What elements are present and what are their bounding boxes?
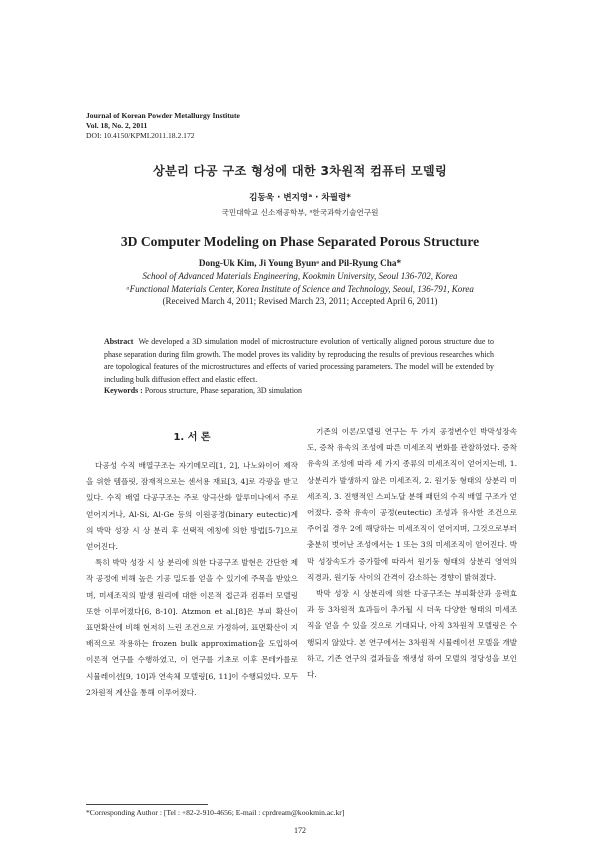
body-left-column <box>86 458 298 701</box>
affiliation-1: School of Advanced Materials Engineering, Kookmin University, Seoul 136-702, Korea <box>142 271 458 281</box>
footnote-divider <box>86 804 208 805</box>
paragraph: 다공성 수직 배열구조는 자기메모리[1, 2], 나노와이어 제작을 위한 템플릿, 잠재적으로는 센서용 재료[3, 4]로 각광을 받고 있다. 수직 배열 다공구조는 주로 양극산화 알루미나에서 주로 얻어지거나, Al-Si, Al-Ge 등의 이원공정(binary eutectic)계의 박막 성장 시 상 분리 후 선택적 에칭에 의한 방법[5-7]으로 얻어진다. <box>86 461 298 552</box>
keywords-text: Porous structure, Phase separation, 3D simulation <box>144 386 302 395</box>
korean-title: 상분리 다공 구조 형성에 대한 3차원적 컴퓨터 모델링 <box>152 164 448 178</box>
abstract-text: We developed a 3D simulation model of microstructure evolution of vertically aligned porous structure due to phase separation during film growth. The model proves its validity by reproducing the results of previous researches which are topological features of the microstructures and effects of varied processing parameters. The model will be extended by including bulk diffusion effect and elastic effect. <box>104 337 494 384</box>
paragraph: 기존의 이론/모델링 연구는 두 가지 공정변수인 박막성장속도, 증착 유속의 조성에 따른 미세조직 변화를 관찰하였다. 증착 유속의 조성에 따라 세 가지 종류의 미세조직이 얻어지는데, 1. 상분리가 발생하지 않은 미세조직, 2. 원기둥 형태의 상분리 미세조직, 3. 진행적인 스피노달 분해 패턴의 수직 배열 구조가 얻어졌다. 증착 유속이 공정(eutectic) 조성과 유사한 조건으로 주어질 경우 2에 해당하는 미세조직이 얻어지며, 그것으로부터 충분히 벗어난 조성에서는 1 또는 3의 미세조직이 얻어진다. 박막 성장속도가 증가할에 따라서 원기둥 형태의 상분리 영역의 직경과, 원기둥 사이의 간격이 감소하는 경향이 밝혀졌다. <box>307 427 517 582</box>
journal-volume: Vol. 18, No. 2, 2011 <box>86 121 148 130</box>
section-heading: 1. 서 론 <box>173 432 211 443</box>
corresponding-author-footnote: *Corresponding Author : [Tel : +82-2-910-4656; E-mail : cprdream@kookmin.ac.kr] <box>86 808 345 817</box>
keywords-label: Keywords : <box>104 386 143 395</box>
page-number: 172 <box>294 826 306 835</box>
body-right-column <box>307 424 517 683</box>
english-affiliations <box>0 270 600 308</box>
keywords <box>104 386 302 395</box>
paragraph: 특히 박막 성장 시 상 분리에 의한 다공구조 발현은 간단한 제작 공정에 비해 높은 기공 밀도를 얻을 수 있기에 주목을 받았으며, 미세조직의 발생 원리에 대한 이론적 접근과 컴퓨터 모델링 또한 이루어졌다[6, 8-10]. Atzmon et al.[8]은 부피 확산이 표면확산에 비해 현저히 느린 조건으로 가정하여, 표면확산이 지배적으로 작용하는 frozen bulk approximation을 도입하여 이론적 연구를 수행하였고, 이 연구를 기초로 이후 몬테카를로 시뮬레이션[9, 10]과 연속체 모델링[6, 11]이 수행되었다. 모두 2차원적 계산을 통해 이루어졌다. <box>86 558 298 697</box>
english-title: 3D Computer Modeling on Phase Separated Porous Structure <box>120 234 480 249</box>
korean-affiliation: 국민대학교 신소재공학부, ᵃ한국과학기술연구원 <box>221 208 379 217</box>
received-dates: (Received March 4, 2011; Revised March 23, 2011; Accepted April 6, 2011) <box>162 296 438 306</box>
abstract-label: Abstract <box>104 337 134 346</box>
abstract <box>104 336 494 386</box>
english-authors: Dong-Uk Kim, Ji Young Byunᵃ and Pil-Ryung Cha* <box>198 258 402 268</box>
paragraph: 박막 성장 시 상분리에 의한 다공구조는 부피확산과 응력효과 등 3차원적 효과들이 추가될 시 더욱 다양한 형태의 미세조직을 얻을 수 있을 것으로 기대되나, 아직 3차원적 모델링은 수행되지 않았다. 본 연구에서는 3차원적 시뮬레이션 모델을 개발하고, 기존 연구의 결과들을 재생성 하여 모델의 정당성을 보인다. <box>307 589 517 680</box>
journal-header <box>86 111 240 141</box>
journal-name: Journal of Korean Powder Metallurgy Institute <box>86 111 240 120</box>
affiliation-2: ᵃFunctional Materials Center, Korea Institute of Science and Technology, Seoul, 136-791, Korea <box>126 283 474 294</box>
korean-authors: 김동욱 · 변지영ᵃ · 차필령* <box>249 193 351 203</box>
journal-doi: DOI: 10.4150/KPMI.2011.18.2.172 <box>86 131 195 140</box>
